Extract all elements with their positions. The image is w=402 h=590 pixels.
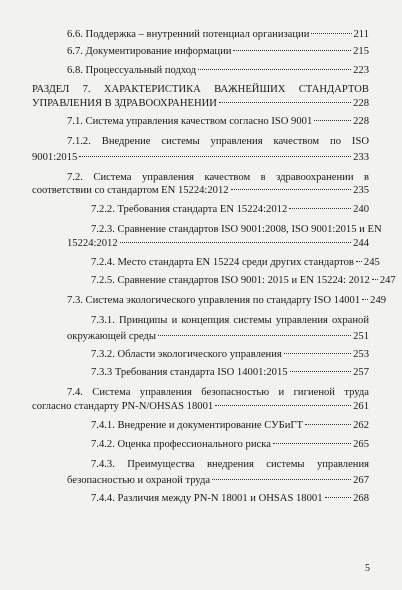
toc-entry-title: 7.4.2. Оценка профессионального риска <box>91 439 271 450</box>
toc-page-number: 265 <box>353 439 369 450</box>
dot-leader <box>284 353 351 354</box>
toc-page-number: 228 <box>353 98 369 109</box>
page-number: 5 <box>365 563 370 574</box>
toc-entry <box>91 348 369 361</box>
toc-entry <box>32 184 369 197</box>
toc-entry <box>91 438 369 451</box>
toc-entry-title: 6.8. Процессуальный подход <box>67 65 197 76</box>
dot-leader <box>289 208 351 209</box>
toc-page-number: 245 <box>363 257 380 268</box>
toc-page-number: 249 <box>370 295 387 306</box>
toc-entry <box>91 203 369 216</box>
toc-page-number: 211 <box>353 29 369 40</box>
toc-entry <box>67 474 369 487</box>
toc-entry-title: 15224:2012 <box>67 238 118 249</box>
toc-entry-line: 7.4.3. Преимущества внедрения системы управления <box>91 459 369 470</box>
toc-entry-title: 9001:2015 <box>32 152 78 163</box>
dot-leader <box>219 102 351 103</box>
toc-entry-line: 7.3.1. Принципы и концепция системы управления охраной <box>91 315 369 326</box>
toc-entry <box>32 400 369 413</box>
toc-entry <box>67 330 369 343</box>
toc-page-number: 228 <box>353 116 369 127</box>
toc-page-number: 257 <box>353 367 369 378</box>
toc-entry <box>91 274 396 287</box>
toc-page-number: 233 <box>353 152 369 163</box>
toc-entry-line: 7.2.3. Сравнение стандартов ISO 9001:2008, ISO 9001:2015 и EN <box>91 224 382 235</box>
toc-page-number: 268 <box>353 493 369 504</box>
toc-entry-title: окружающей среды <box>67 331 156 342</box>
toc-page-number: 261 <box>353 401 369 412</box>
toc-entry <box>32 97 369 110</box>
dot-leader <box>362 299 368 300</box>
toc-page-number: 262 <box>353 420 369 431</box>
dot-leader <box>158 335 351 336</box>
toc-entry <box>91 366 369 379</box>
dot-leader <box>231 189 352 190</box>
dot-leader <box>273 443 351 444</box>
toc-entry-line: 7.2. Система управления качеством в здравоохранении в <box>67 172 369 183</box>
dot-leader <box>198 69 351 70</box>
toc-entry <box>32 151 369 164</box>
toc-entry-title: соответствии со стандартом EN 15224:2012 <box>32 185 229 196</box>
toc-page-number: 244 <box>353 238 369 249</box>
toc-entry-title: 7.2.4. Место стандарта EN 15224 среди других стандартов <box>91 257 354 268</box>
toc-entry <box>91 492 369 505</box>
toc-page-number: 253 <box>353 349 369 360</box>
toc-entry-line: 7.1.2. Внедрение системы управления качеством по ISO <box>67 136 369 147</box>
toc-entry-title: 7.4.1. Внедрение и документирование СУБиГТ <box>91 420 304 431</box>
toc-entry-title: 7.3.3 Требования стандарта ISO 14001:2015 <box>91 367 288 378</box>
toc-entry <box>67 45 369 58</box>
toc-page-number: 235 <box>353 185 369 196</box>
toc-entry-title: 7.2.2. Требования стандарта EN 15224:2012 <box>91 204 288 215</box>
toc-entry-title: 7.1. Система управления качеством согласно ISO 9001 <box>67 116 313 127</box>
toc-entry <box>67 294 387 307</box>
toc-entry <box>67 28 369 41</box>
toc-page-number: 215 <box>353 46 369 57</box>
toc-entry-title: 7.2.5. Сравнение стандартов ISO 9001: 2015 и EN 15224: 2012 <box>91 275 370 286</box>
toc-entry <box>67 115 369 128</box>
toc-entry <box>91 256 380 269</box>
toc-page-number: 251 <box>353 331 369 342</box>
dot-leader <box>79 156 351 157</box>
dot-leader <box>305 424 351 425</box>
toc-entry-title: согласно стандарту PN-N/OHSAS 18001 <box>32 401 214 412</box>
toc-entry <box>67 237 369 250</box>
section-heading-line: РАЗДЕЛ 7. ХАРАКТЕРИСТИКА ВАЖНЕЙШИХ СТАНДАРТОВ <box>32 84 369 95</box>
toc-page-number: 247 <box>379 275 396 286</box>
toc-page-number: 240 <box>353 204 369 215</box>
dot-leader <box>215 405 351 406</box>
toc-entry-title: УПРАВЛЕНИЯ В ЗДРАВООХРАНЕНИИ <box>32 98 217 109</box>
toc-entry-title: 7.3. Система экологического управления по стандарту ISO 14001 <box>67 295 361 306</box>
toc-entry-title: 6.6. Поддержка – внутренний потенциал организации <box>67 29 310 40</box>
toc-entry-title: 6.7. Документирование информации <box>67 46 232 57</box>
dot-leader <box>311 33 351 34</box>
dot-leader <box>356 261 362 262</box>
dot-leader <box>233 50 351 51</box>
dot-leader <box>314 120 351 121</box>
toc-entry <box>67 64 369 77</box>
toc-entry-title: 7.3.2. Области экологического управления <box>91 349 282 360</box>
dot-leader <box>290 371 352 372</box>
toc-page-number: 223 <box>353 65 369 76</box>
dot-leader <box>325 497 352 498</box>
dot-leader <box>120 242 351 243</box>
dot-leader <box>372 279 378 280</box>
toc-entry-title: безопасностью и охраной труда <box>67 475 211 486</box>
dot-leader <box>212 479 351 480</box>
toc-entry-title: 7.4.4. Различия между PN-N 18001 и OHSAS 18001 <box>91 493 323 504</box>
toc-entry <box>91 419 369 432</box>
toc-page-number: 267 <box>353 475 369 486</box>
toc-entry-line: 7.4. Система управления безопасностью и гигиеной труда <box>67 387 369 398</box>
